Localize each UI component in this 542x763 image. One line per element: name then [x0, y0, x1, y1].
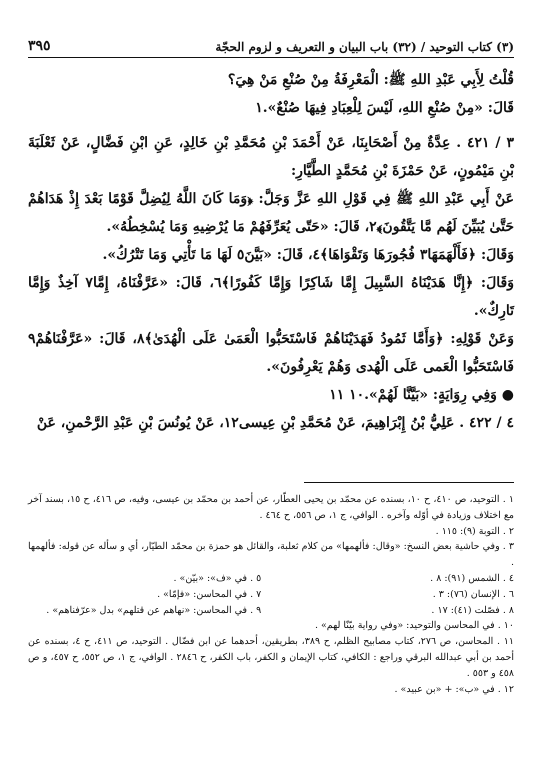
page-number: ٣٩٥: [28, 38, 51, 54]
footnote: ٣ . وفي حاشية بعض النسخ: «وقال: فألهمها» من كلام ثعلبة، والقائل هو حمزة بن محمّد الطيّار، أي و سأله عن قوله: فألهمها .: [28, 541, 514, 569]
footnote-row: [28, 571, 514, 587]
hadith-paragraph: عَنْ أَبِي عَبْدِ اللهِ ﷺ فِي قَوْلِ اللهِ عَزَّ وَجَلَّ: ﴿وَمَا كَانَ اللَّهُ لِيُضِلَّ قَوْمًا بَعْدَ إِذْ هَدَاهُمْ حَتَّىٰ يُبَيِّنَ لَهُم مَّا يَتَّقُونَ﴾٢، قَالَ: «حَتّى يُعَرِّفَهُمْ مَا يُرْضِيهِ وَمَا يُسْخِطُهُ».: [28, 191, 514, 235]
footnote: ١٢ . في «ب»: + «بن عبيد» .: [394, 683, 514, 695]
running-header: [28, 30, 514, 58]
footnote: ٦ . الإنسان (٧٦): ٣ .: [432, 588, 514, 600]
main-text: [28, 66, 514, 437]
footnote-row: [28, 603, 514, 619]
footnote-separator: [304, 482, 514, 483]
hadith-paragraph: ٤ / ٤٢٢ . عَلِيُّ بْنُ إِبْرَاهِيمَ، عَنْ مُحَمَّدِ بْنِ عِيسى١٢، عَنْ يُونُسَ بْنِ عَبْدِ الرَّحْمنِ، عَنْ: [36, 415, 514, 431]
hadith-paragraph: وَقَالَ: ﴿إِنَّا هَدَيْنَاهُ السَّبِيلَ إِمَّا شَاكِرًا وَإِمَّا كَفُورًا﴾٦، قَالَ: «عَرَّفْنَاهُ، إِمَّا٧ آخِذٌ وَإِمَّا تَارِكٌ».: [28, 275, 514, 319]
footnote-row: [28, 587, 514, 603]
footnote: ٧ . في المحاسن: «فإمّا» .: [157, 588, 262, 600]
footnote: ٩ . في المحاسن: «نهاهم عن قتلهم» بدل «عرّفناهم» .: [46, 604, 262, 616]
text-line: قَالَ: «مِنْ صُنْعِ اللهِ، لَيْسَ لِلْعِبَادِ فِيهَا صُنْعٌ».١: [255, 100, 514, 116]
footnote: ١١ . المحاسن، ص ٢٧٦، كتاب مصابيح الظلم، ح ٣٨٩، بطريقين، أحدهما عن ابن فضّال . التوحيد، ص ٤١١، ح ٤، بسنده عن أحمد بن أبي عبدالله البرقي وراجع : الكافي، كتاب الإيمان و الكفر، باب الكفر، ح ٢٨٤٦ . الوافي، ج ١، ص ٥٥٢، ح ٤٥٧، و ص ٤٥٨ و ٥٥٣ .: [28, 636, 514, 679]
footnote: ١٠ . في المحاسن والتوحيد: «وفي رواية بيّنّا لهم» .: [314, 620, 514, 632]
hadith-paragraph: وَعَنْ قَوْلِهِ: ﴿وَأَمَّا ثَمُودُ فَهَدَيْنَاهُمْ فَاسْتَحَبُّوا الْعَمَىٰ عَلَى الْهُدَىٰ﴾٨، قَالَ: «عَرَّفْنَاهُمْ٩ فَاسْتَحَبُّوا الْعَمى عَلَى الْهُدى وَهُمْ يَعْرِفُونَ».: [28, 331, 514, 375]
narration-note: ● وَفِي رِوَايَةٍ: «بَيَّنَّا لَهُمْ».١٠ ١١: [329, 387, 514, 403]
running-title: (٣) كتاب التوحيد / (٣٢) باب البيان و التعريف و لزوم الحجّة: [215, 40, 514, 54]
hadith-paragraph: ٣ / ٤٢١ . عِدَّةٌ مِنْ أَصْحَابِنَا، عَنْ أَحْمَدَ بْنِ مُحَمَّدِ بْنِ خَالِدٍ، عَنِ ابْنِ فَضَّالٍ، عَنْ ثَعْلَبَةَ بْنِ مَيْمُونٍ، عَنْ حَمْزَةَ بْنِ مُحَمَّدٍ الطَّيَّارِ:: [28, 135, 514, 179]
footnote: ٥ . في «ف»: «بيّن» .: [173, 572, 262, 584]
footnote: ٢ . التوبة (٩): ١١٥ .: [435, 525, 514, 537]
hadith-paragraph: وَقَالَ: ﴿فَأَلْهَمَهَا٣ فُجُورَهَا وَتَقْوَاهَا﴾٤، قَالَ: «بَيَّنَ٥ لَهَا مَا تَأْتِي وَمَا تَتْرُكُ».: [102, 247, 514, 263]
footnote: ١ . التوحيد، ص ٤١٠، ح ١٠، بسنده عن محمّد بن يحيى العطّار، عن أحمد بن محمّد بن عيسى، وفيه، ص ٤١٦، ح ١٥، بسند آخر مع اختلاف وزيادة في أوّله وآخره . الوافي، ج ١، ص ٥٥٦، ح ٤٦٤ .: [28, 494, 514, 521]
footnote: ٨ . فصّلت (٤١): ١٧ .: [431, 604, 514, 616]
footnotes: [28, 492, 514, 697]
footnote: ٤ . الشمس (٩١): ٨ .: [430, 572, 514, 584]
text-line: قُلْتُ لِأَبِي عَبْدِ اللهِ ﷺ: الْمَعْرِفَةُ مِنْ صُنْعِ مَنْ هِيَ؟: [227, 72, 514, 88]
